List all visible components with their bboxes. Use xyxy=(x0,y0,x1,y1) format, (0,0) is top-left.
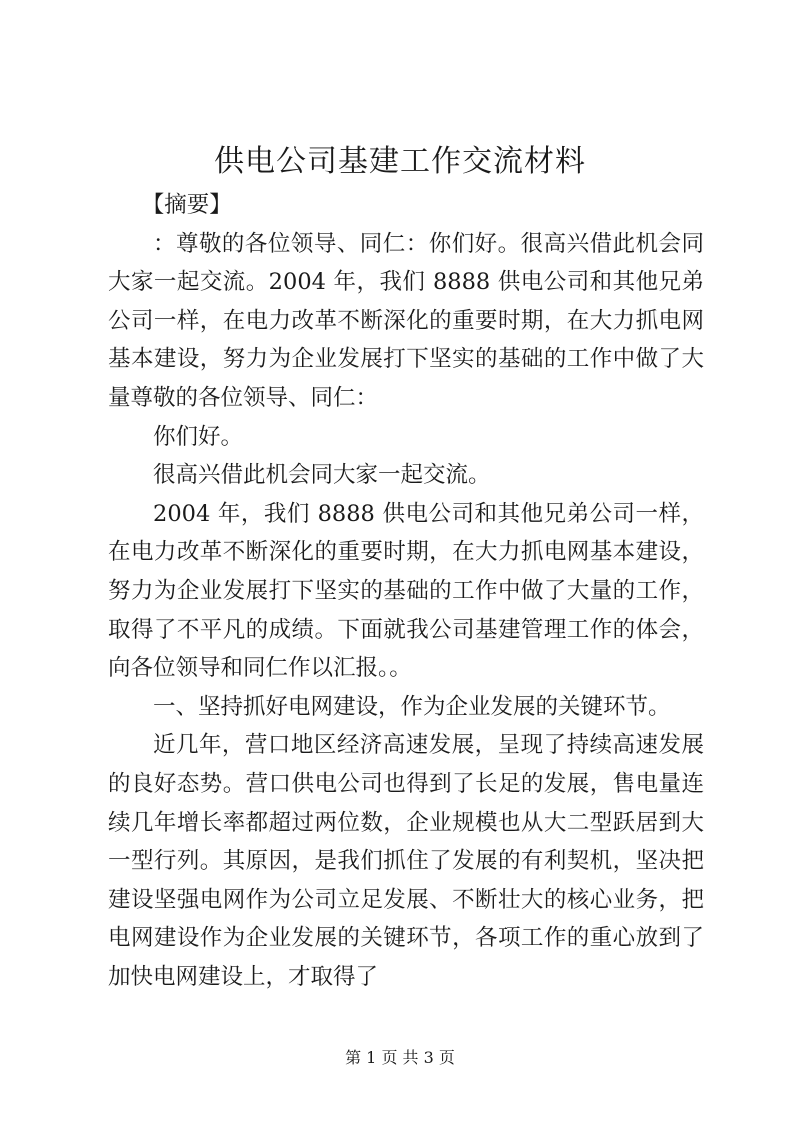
paragraph: ：尊敬的各位领导、同仁：你们好。很高兴借此机会同大家一起交流。2004 年，我们 8888 供电公司和其他兄弟公司一样，在电力改革不断深化的重要时期，在大力抓电网基本建设，努力为企业发展打下坚实的基础的工作中做了大量尊敬的各位领导、同仁： xyxy=(108,230,704,411)
document-title: 供电公司基建工作交流材料 xyxy=(214,144,586,179)
paragraph: 2004 年，我们 8888 供电公司和其他兄弟公司一样，在电力改革不断深化的重要时期，在大力抓电网基本建设，努力为企业发展打下坚实的基础的工作中做了大量的工作，取得了不平凡的成绩。下面就我公司基建管理工作的体会，向各位领导和同仁作以汇报。。 xyxy=(108,500,704,682)
paragraph: 你们好。 xyxy=(153,423,244,450)
page-footer: 第 1 页 共 3 页 xyxy=(345,1048,455,1067)
paragraph: 很高兴借此机会同大家一起交流。 xyxy=(153,462,491,489)
document-body xyxy=(108,186,704,996)
paragraph: 近几年，营口地区经济高速发展，呈现了持续高速发展的良好态势。营口供电公司也得到了长足的发展，售电量连续几年增长率都超过两位数，企业规模也从大二型跃居到大一型行列。其原因，是我们抓住了发展的有利契机，坚决把建设坚强电网作为公司立足发展、不断壮大的核心业务，把电网建设作为企业发展的关键环节，各项工作的重心放到了加快电网建设上，才取得了 xyxy=(108,732,704,990)
abstract-label: 【摘要】 xyxy=(141,192,232,218)
paragraph: 一、坚持抓好电网建设，作为企业发展的关键环节。 xyxy=(153,693,671,720)
